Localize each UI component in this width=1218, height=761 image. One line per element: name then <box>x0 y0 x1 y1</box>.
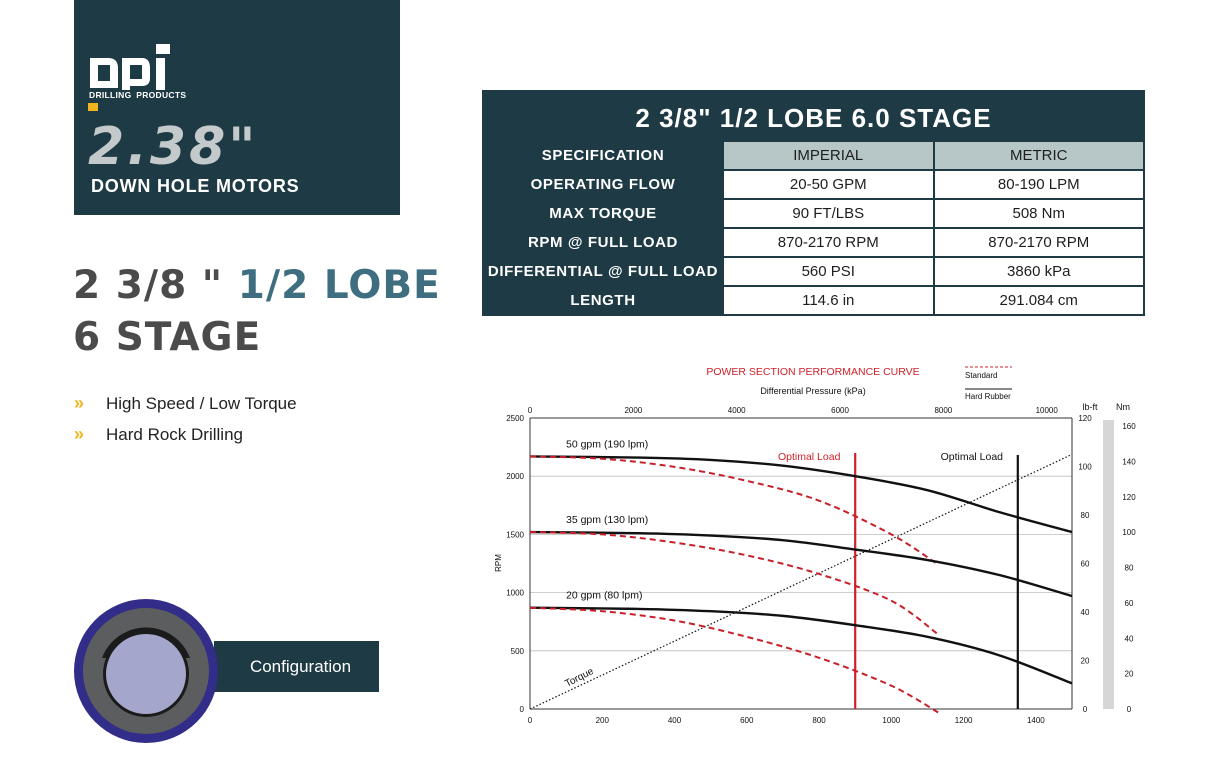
right-tick-nm: 0 <box>1126 705 1132 714</box>
x-tick-label: 400 <box>667 716 682 725</box>
chevron-right-icon: » <box>74 424 85 444</box>
y-tick-label: 2000 <box>506 472 524 482</box>
list-item: » High Speed / Low Torque <box>74 393 297 413</box>
configuration-label: Configuration <box>214 641 379 692</box>
top-tick-label: 10000 <box>1035 406 1058 415</box>
table-row: RPM @ FULL LOAD 870-2170 RPM 870-2170 RPM <box>483 228 1144 257</box>
x-tick-label: 0 <box>527 716 533 725</box>
right-tick-nm: 20 <box>1124 669 1134 679</box>
optimal-load-red-label: Optimal Load <box>777 451 841 463</box>
top-tick-label: 8000 <box>934 406 953 415</box>
spec-table-title: 2 3/8" 1/2 LOBE 6.0 STAGE <box>483 91 1144 141</box>
x-tick-label: 1000 <box>882 716 901 725</box>
table-row: LENGTH 114.6 in 291.084 cm <box>483 286 1144 315</box>
right-tick-lbft: 60 <box>1080 559 1090 569</box>
right-tick-nm: 160 <box>1122 422 1136 431</box>
logo-subtitle: DRILLING PRODUCTS <box>89 90 187 100</box>
right-axis-nm-label: Nm <box>1116 402 1130 412</box>
right-tick-lbft: 80 <box>1080 511 1090 520</box>
y-tick-label: 0 <box>519 705 524 714</box>
right-tick-lbft: 0 <box>1082 705 1088 714</box>
right-tick-lbft: 120 <box>1078 414 1092 423</box>
legend-standard-label: Standard <box>965 371 998 380</box>
feature-list <box>74 388 297 450</box>
right-tick-nm: 40 <box>1124 634 1134 644</box>
dpi-logo <box>88 44 188 90</box>
x-tick-label: 800 <box>812 716 826 725</box>
table-header: SPECIFICATION <box>483 141 723 170</box>
x-tick-label: 200 <box>595 716 609 725</box>
right-tick-lbft: 20 <box>1080 656 1090 666</box>
top-axis-label: Differential Pressure (kPa) <box>760 386 866 396</box>
series-line-hard-rubber <box>530 532 938 634</box>
right-tick-lbft: 100 <box>1078 462 1092 472</box>
x-tick-label: 1400 <box>1026 716 1045 725</box>
right-tick-nm: 120 <box>1122 492 1136 502</box>
table-header: IMPERIAL <box>723 141 934 170</box>
legend-hard-rubber-label: Hard Rubber <box>965 392 1011 401</box>
series-label: 20 gpm (80 lpm) <box>566 589 643 602</box>
nm-axis-bar <box>1103 420 1114 709</box>
logo-accent-mark <box>88 103 98 111</box>
series-line-standard <box>530 608 1072 684</box>
top-tick-label: 0 <box>527 406 533 415</box>
series-line-hard-rubber <box>530 608 938 713</box>
torque-label: Torque <box>563 665 596 690</box>
top-tick-label: 4000 <box>727 406 746 415</box>
motor-size-title: 2.38" <box>88 117 259 177</box>
table-header: METRIC <box>934 141 1145 170</box>
top-tick-label: 2000 <box>624 406 643 415</box>
right-tick-lbft: 40 <box>1080 608 1090 617</box>
table-row: MAX TORQUE 90 FT/LBS 508 Nm <box>483 199 1144 228</box>
chart-title: POWER SECTION PERFORMANCE CURVE <box>706 366 920 378</box>
product-title-size: 2 3/8 " <box>73 263 238 308</box>
product-title <box>73 260 441 364</box>
right-tick-nm: 100 <box>1122 528 1136 538</box>
performance-curve-chart <box>480 355 1180 745</box>
y-axis-label: RPM <box>494 554 503 572</box>
y-tick-label: 500 <box>510 646 524 656</box>
right-tick-nm: 140 <box>1122 457 1136 467</box>
y-tick-label: 1000 <box>506 588 524 598</box>
list-item: » Hard Rock Drilling <box>74 424 243 444</box>
right-tick-nm: 60 <box>1124 598 1134 608</box>
optimal-load-black-label: Optimal Load <box>940 451 1004 463</box>
series-label: 50 gpm (190 lpm) <box>566 438 649 451</box>
torque-line <box>530 454 1072 709</box>
product-title-lobe: 1/2 LOBE <box>237 263 441 308</box>
series-line-hard-rubber <box>530 456 938 564</box>
right-axis-lbft-label: lb-ft <box>1082 402 1098 412</box>
spec-table <box>482 90 1145 316</box>
x-tick-label: 1200 <box>954 716 973 725</box>
table-row: OPERATING FLOW 20-50 GPM 80-190 LPM <box>483 170 1144 199</box>
top-tick-label: 6000 <box>831 406 849 415</box>
table-row: DIFFERENTIAL @ FULL LOAD 560 PSI 3860 kPa <box>483 257 1144 286</box>
series-label: 35 gpm (130 lpm) <box>566 514 649 527</box>
chevron-right-icon: » <box>74 393 85 413</box>
right-tick-nm: 80 <box>1124 563 1134 573</box>
x-tick-label: 600 <box>740 716 754 725</box>
y-tick-label: 2500 <box>506 414 524 423</box>
series-line-standard <box>530 532 1072 596</box>
y-tick-label: 1500 <box>506 530 524 540</box>
motors-subtitle: DOWN HOLE MOTORS <box>91 176 300 196</box>
product-title-stage: 6 STAGE <box>73 315 262 360</box>
lobe-configuration-icon <box>73 598 219 744</box>
